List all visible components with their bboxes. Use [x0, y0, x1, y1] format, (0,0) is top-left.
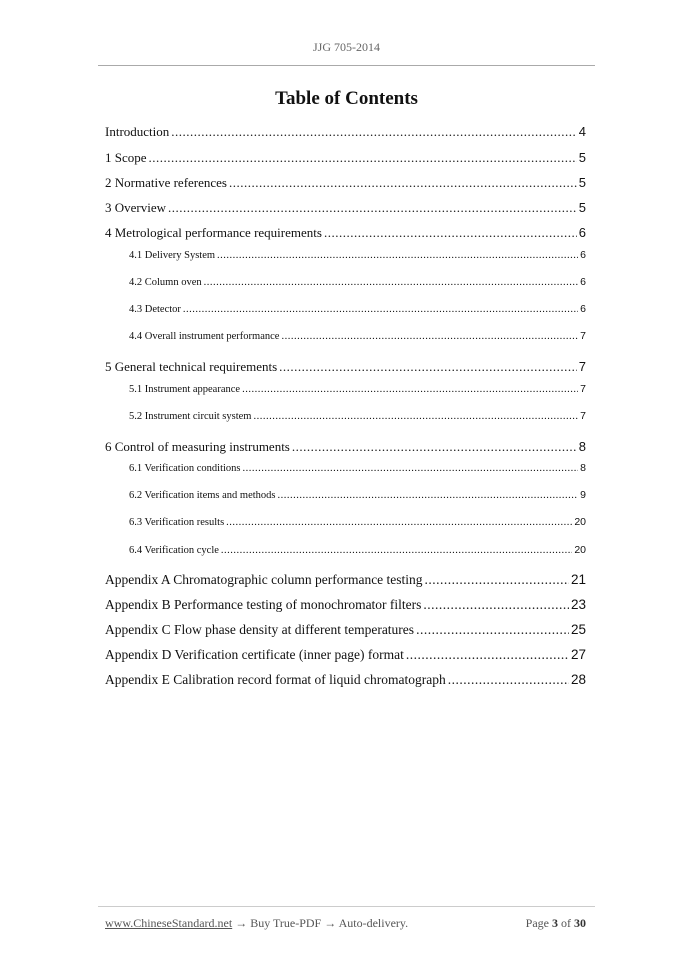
dot-leader [292, 439, 577, 455]
dot-leader [423, 597, 569, 613]
footer-divider [98, 906, 595, 907]
toc-entry-label: 2 Normative references [105, 175, 227, 190]
toc-entry[interactable] [105, 150, 586, 166]
toc-entry-label: 6.2 Verification items and methods [129, 490, 276, 501]
toc-entry-label: 6.3 Verification results [129, 517, 225, 528]
dot-leader [243, 463, 579, 474]
toc-entry[interactable] [105, 225, 586, 241]
dot-leader [324, 225, 577, 241]
toc-entry[interactable] [129, 410, 586, 422]
footer-text-delivery: → Auto-delivery. [324, 916, 409, 930]
toc-entry-page: 20 [574, 544, 586, 556]
toc-entry[interactable] [129, 544, 586, 556]
toc-entry-page: 8 [580, 462, 586, 474]
toc-entry-label: Appendix E Calibration record format of liquid chromatograph [105, 672, 446, 687]
page-footer [105, 916, 586, 931]
toc-entry-page: 21 [570, 572, 586, 587]
toc-entry-label: 6 Control of measuring instruments [105, 439, 290, 454]
toc-entry[interactable] [105, 597, 586, 613]
toc-entry-label: Appendix B Performance testing of monochromator filters [105, 597, 422, 612]
toc-entry-page: 23 [570, 597, 586, 612]
toc-entry-label: 4 Metrological performance requirements [105, 225, 322, 240]
toc-entry[interactable] [105, 200, 586, 216]
dot-leader [253, 411, 578, 422]
toc-entry-label: 1 Scope [105, 150, 147, 165]
toc-entry[interactable] [129, 303, 586, 315]
toc-entry-label: 3 Overview [105, 200, 167, 215]
toc-entry-label: 6.1 Verification conditions [129, 463, 241, 474]
toc-entry-label: Appendix C Flow phase density at different temperatures [105, 622, 415, 637]
dot-leader [226, 517, 572, 528]
toc-entry[interactable] [105, 622, 586, 638]
dot-leader [242, 384, 578, 395]
current-page: 3 [552, 916, 558, 930]
dot-leader [416, 622, 569, 638]
footer-promo [105, 916, 408, 931]
page-prefix: Page [525, 916, 552, 930]
page-of: of [558, 916, 574, 930]
toc-entry-page: 6 [580, 249, 586, 261]
toc-entry[interactable] [129, 249, 586, 261]
dot-leader [406, 647, 569, 663]
toc-entry[interactable] [105, 359, 586, 375]
toc-entry-page: 8 [578, 439, 586, 454]
dot-leader [221, 545, 572, 556]
toc-entry[interactable] [105, 175, 586, 191]
dot-leader [281, 331, 578, 342]
toc-entry-page: 7 [580, 410, 586, 422]
toc-entry[interactable] [105, 439, 586, 455]
toc-entry[interactable] [129, 462, 586, 474]
toc-entry[interactable] [129, 330, 586, 342]
footer-text-buy: → Buy True-PDF [232, 916, 325, 930]
toc-entry[interactable] [105, 124, 586, 140]
dot-leader [278, 490, 579, 501]
dot-leader [171, 124, 577, 140]
toc-entry-page: 9 [580, 489, 586, 501]
toc-entry-page: 4 [578, 124, 586, 139]
toc-entry[interactable] [129, 383, 586, 395]
dot-leader [149, 150, 577, 166]
dot-leader [229, 175, 577, 191]
toc-entry-label: 5.2 Instrument circuit system [129, 411, 252, 422]
toc-entry-label: 5 General technical requirements [105, 359, 278, 374]
toc-entry-label: 4.4 Overall instrument performance [129, 331, 280, 342]
website-link[interactable]: www.ChineseStandard.net [105, 916, 233, 930]
toc-entry[interactable] [105, 672, 586, 688]
toc-entry-page: 25 [570, 622, 586, 637]
toc-entry[interactable] [129, 516, 586, 528]
dot-leader [204, 277, 579, 288]
dot-leader [183, 304, 578, 315]
toc-entry-label: Introduction [105, 124, 170, 139]
header-divider [98, 65, 595, 66]
toc-entry[interactable] [105, 572, 586, 588]
toc-entry[interactable] [129, 489, 586, 501]
toc-entry-page: 6 [578, 225, 586, 240]
toc-entry-label: 5.1 Instrument appearance [129, 384, 241, 395]
toc-entry-label: 4.1 Delivery System [129, 250, 216, 261]
toc-entry-page: 20 [574, 516, 586, 528]
total-pages: 30 [574, 916, 586, 930]
toc-entry-page: 7 [578, 359, 586, 374]
running-header: JJG 705-2014 [312, 40, 380, 54]
toc-entry-page: 7 [580, 383, 586, 395]
toc-entry-label: 4.3 Detector [129, 304, 181, 315]
toc-entry-page: 5 [578, 175, 586, 190]
toc-entry-page: 7 [580, 330, 586, 342]
dot-leader [279, 359, 577, 375]
toc-entry-label: 4.2 Column oven [129, 277, 202, 288]
toc-entry-page: 28 [570, 672, 586, 687]
toc-entry-label: Appendix A Chromatographic column performance testing [105, 572, 423, 587]
toc-entry[interactable] [129, 276, 586, 288]
page-title: Table of Contents [275, 88, 418, 109]
dot-leader [217, 250, 578, 261]
dot-leader [448, 672, 569, 688]
toc-entry-page: 5 [578, 150, 586, 165]
toc-entry-page: 27 [570, 647, 586, 662]
toc-entry-label: 6.4 Verification cycle [129, 545, 219, 556]
toc-entry-label: Appendix D Verification certificate (inner page) format [105, 647, 404, 662]
page-indicator [526, 916, 586, 931]
dot-leader [425, 572, 569, 588]
toc-entry[interactable] [105, 647, 586, 663]
dot-leader [168, 200, 577, 216]
toc-entry-page: 6 [580, 303, 586, 315]
toc-entry-page: 5 [578, 200, 586, 215]
toc-entry-page: 6 [580, 276, 586, 288]
